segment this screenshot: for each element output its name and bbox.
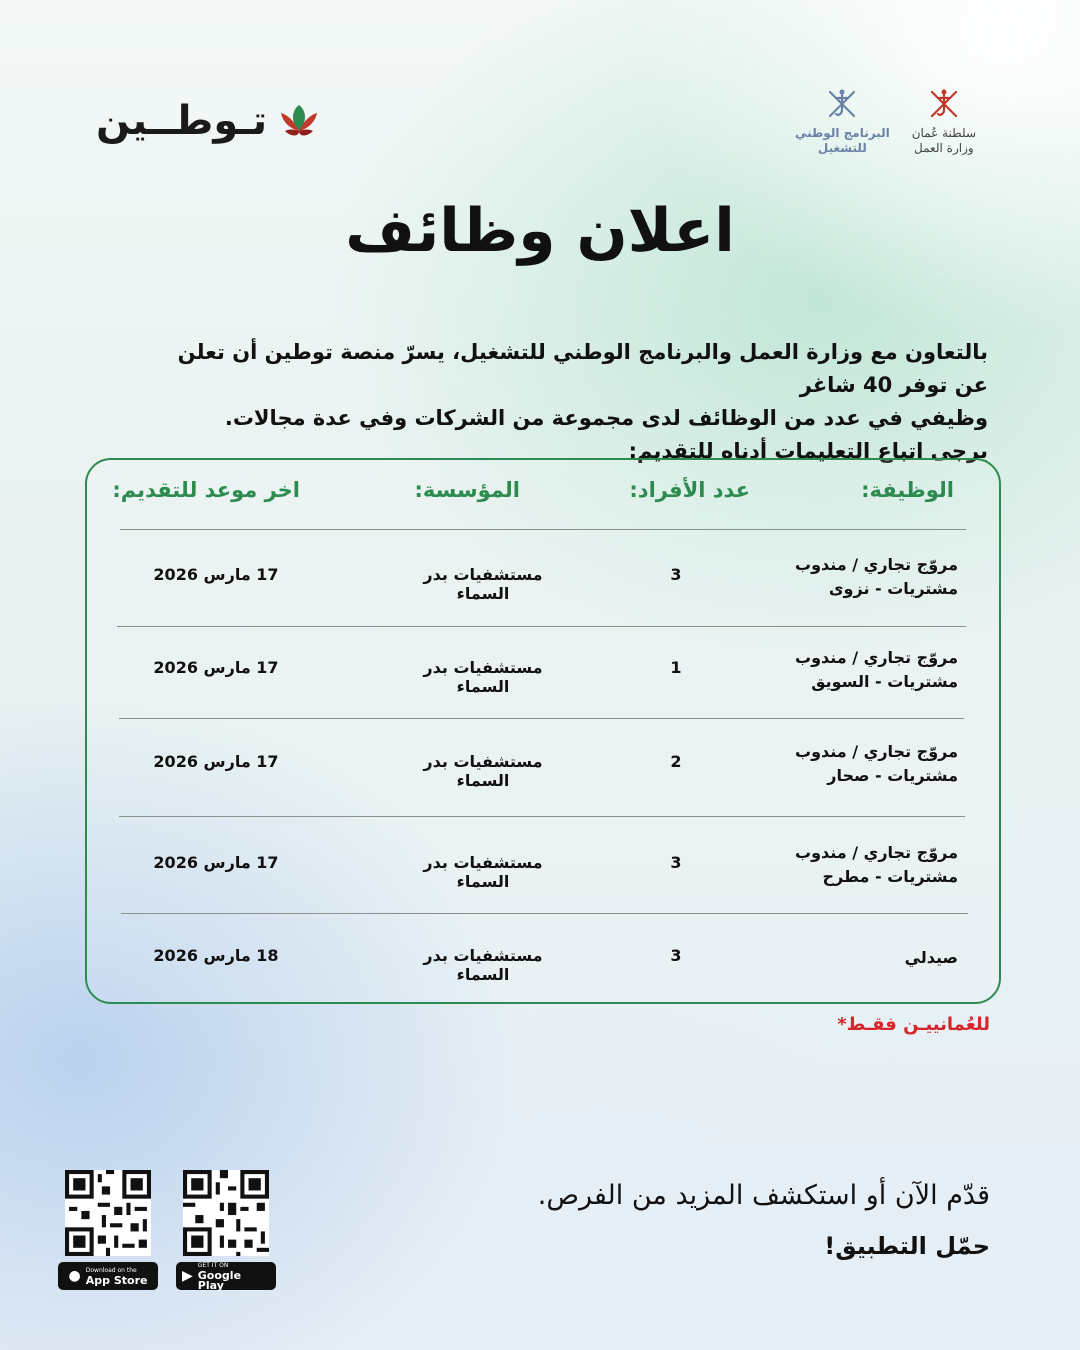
header-count: عدد الأفراد:: [629, 478, 750, 502]
national-employment-program-logo: [795, 84, 890, 156]
job-count: 2: [670, 752, 682, 771]
job-count: 1: [670, 658, 682, 677]
job-organization: مستشفيات بدر السماء: [423, 752, 543, 790]
job-organization: مستشفيات بدر السماء: [423, 946, 543, 984]
cta-apply-text: قدّم الآن أو استكشف المزيد من الفرص.: [537, 1180, 990, 1211]
job-count: 3: [670, 565, 682, 584]
header-organization: المؤسسة:: [414, 478, 520, 502]
program-label-line1: البرنامج الوطني: [794, 126, 890, 140]
intro-paragraph: [148, 336, 988, 468]
government-logos: [795, 84, 976, 156]
table-row: [80, 946, 1000, 984]
table-row: [80, 740, 1000, 788]
row-divider: [119, 718, 964, 719]
tawteen-logo: [96, 98, 321, 144]
job-title: مروّج تجاري / مندوب مشتريات - صحار: [794, 742, 958, 785]
table-header: [80, 478, 1000, 518]
header-deadline: اخر موعد للتقديم:: [112, 478, 300, 502]
row-divider: [121, 913, 968, 914]
table-row: [80, 841, 1000, 889]
qr-code-icon: [65, 1170, 151, 1256]
row-divider: [117, 626, 966, 627]
job-title: صيدلي: [904, 948, 958, 967]
job-count: 3: [670, 946, 682, 965]
tawteen-leaf-icon: [277, 101, 321, 141]
program-label-line2: للتشغيل: [817, 141, 867, 155]
ministry-label-line2: وزارة العمل: [914, 141, 974, 155]
job-title: مروّج تجاري / مندوب مشتريات - نزوى: [794, 555, 958, 598]
google-play-download[interactable]: [176, 1170, 276, 1290]
job-organization: مستشفيات بدر السماء: [423, 565, 543, 603]
qr-code-icon: [183, 1170, 269, 1256]
jobs-table-card: [85, 458, 1001, 1004]
job-deadline: 17 مارس 2026: [153, 658, 279, 677]
intro-line-1: بالتعاون مع وزارة العمل والبرنامج الوطني للتشغيل، يسرّ منصة توطين أن تعلن عن توفر 40 شاغر: [177, 340, 988, 397]
intro-line-2: وظيفي في عدد من الوظائف لدى مجموعة من الشركات وفي عدة مجالات.: [224, 406, 988, 430]
tawteen-wordmark: تـوطــين: [96, 98, 268, 144]
cta-download-text: حمّل التطبيق!: [824, 1232, 990, 1260]
job-organization: مستشفيات بدر السماء: [423, 658, 543, 696]
app-store-badge[interactable]: ● Download on the App Store: [58, 1262, 158, 1290]
job-deadline: 17 مارس 2026: [153, 565, 279, 584]
job-deadline: 18 مارس 2026: [153, 946, 279, 965]
apple-icon: ●: [68, 1268, 81, 1284]
table-row: [80, 646, 1000, 694]
job-count: 3: [670, 853, 682, 872]
job-deadline: 17 مارس 2026: [153, 752, 279, 771]
job-organization: مستشفيات بدر السماء: [423, 853, 543, 891]
page-title: اعلان وظائف: [345, 196, 735, 266]
row-divider: [119, 816, 965, 817]
google-play-badge[interactable]: ▶ GET IT ON Google Play: [176, 1262, 276, 1290]
ministry-of-labour-logo: [912, 84, 976, 156]
row-divider: [120, 529, 966, 530]
ministry-label-line1: سلطنة عُمان: [911, 126, 976, 140]
job-deadline: 17 مارس 2026: [153, 853, 279, 872]
intro-line-3: يرجى اتباع التعليمات أدناه للتقديم:: [628, 439, 988, 463]
omanis-only-note: للعُمانييـن فقـط*: [837, 1014, 990, 1035]
khanjar-emblem-icon: [822, 84, 862, 124]
khanjar-emblem-icon: [924, 84, 964, 124]
job-title: مروّج تجاري / مندوب مشتريات - السويق: [794, 648, 958, 691]
header-job: الوظيفة:: [861, 478, 954, 502]
play-triangle-icon: ▶: [182, 1268, 193, 1284]
job-title: مروّج تجاري / مندوب مشتريات - مطرح: [794, 843, 958, 886]
app-store-download[interactable]: [58, 1170, 158, 1290]
table-row: [80, 553, 1000, 601]
